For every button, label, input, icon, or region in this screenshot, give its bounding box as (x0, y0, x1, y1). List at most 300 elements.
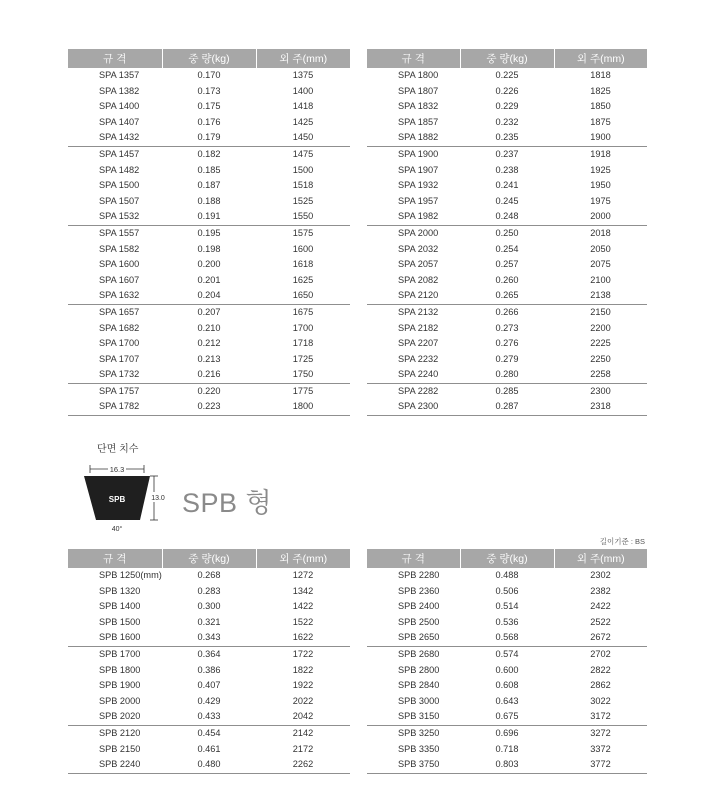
header-weight: 중 량(kg) (460, 49, 554, 68)
header-circumference: 외 주(mm) (256, 49, 350, 68)
cell-circumference: 1272 (292, 570, 314, 580)
cell-circumference: 2862 (590, 680, 611, 691)
cell-spec: SPA 1382 (99, 85, 140, 96)
table-row (367, 68, 647, 84)
table-row (367, 146, 647, 162)
table-row (68, 194, 350, 210)
cell-weight: 0.283 (197, 585, 221, 596)
cell-weight: 0.254 (495, 243, 519, 254)
table-row (68, 257, 350, 273)
spb-table-right (367, 549, 647, 774)
cell-weight: 0.643 (495, 695, 519, 706)
cell-weight: 0.266 (460, 304, 554, 320)
header-row (68, 549, 350, 568)
cell-weight: 0.608 (495, 680, 519, 691)
cell-spec: SPA 1532 (99, 211, 140, 222)
table-row (367, 725, 647, 741)
header-spec: 규 격 (367, 49, 460, 68)
cell-weight: 0.170 (197, 70, 221, 80)
cell-circumference: 2258 (590, 369, 611, 380)
cell-spec: SPB 2400 (398, 601, 440, 612)
cell-spec: SPB 1900 (99, 680, 141, 691)
cell-circumference: 1722 (256, 646, 350, 662)
cell-weight: 0.279 (495, 353, 519, 364)
table-row (68, 288, 350, 304)
cell-weight: 0.245 (495, 195, 519, 206)
cell-circumference: 3022 (590, 695, 611, 706)
table-row (367, 194, 647, 210)
cell-weight: 0.696 (460, 725, 554, 741)
cell-weight: 0.223 (162, 399, 256, 415)
spa-table-right (367, 49, 647, 416)
cell-weight: 0.229 (495, 101, 519, 112)
cell-circumference: 1550 (292, 211, 314, 222)
cell-spec: SPA 1507 (99, 195, 140, 206)
cell-spec: SPA 2182 (398, 322, 439, 333)
cell-spec: SPA 1900 (367, 146, 460, 162)
cell-circumference: 1618 (292, 259, 314, 270)
table-row (367, 663, 647, 679)
table-row (68, 304, 350, 320)
cell-circumference: 1342 (292, 585, 314, 596)
cell-weight: 0.200 (197, 259, 221, 270)
cell-spec: SPA 2000 (367, 225, 460, 241)
table-row (68, 742, 350, 758)
table-row (68, 725, 350, 741)
cell-spec: SPA 1500 (99, 180, 140, 191)
cell-circumference: 1775 (256, 383, 350, 399)
cell-weight: 0.250 (460, 225, 554, 241)
cell-spec: SPA 1832 (398, 101, 439, 112)
cell-spec: SPB 3150 (398, 711, 440, 722)
cell-spec: SPB 2680 (367, 646, 460, 662)
header-circumference: 외 주(mm) (554, 49, 647, 68)
header-spec: 규 격 (367, 549, 460, 568)
cell-circumference: 1425 (292, 116, 314, 127)
table-row (68, 321, 350, 337)
cell-weight: 0.212 (197, 338, 221, 349)
cell-weight: 0.176 (197, 116, 221, 127)
cell-weight: 0.364 (162, 646, 256, 662)
cell-weight: 0.600 (495, 664, 519, 675)
cell-spec: SPB 2360 (398, 585, 440, 596)
cell-circumference: 1918 (554, 146, 647, 162)
table-row (68, 84, 350, 100)
section-dimension-label: 단면 치수 (97, 444, 139, 455)
cell-spec: SPA 1982 (398, 211, 439, 222)
cell-spec: SPA 1482 (99, 164, 140, 175)
header-circumference: 외 주(mm) (256, 549, 350, 568)
cell-spec: SPA 1882 (398, 132, 439, 143)
cell-circumference: 2022 (292, 695, 314, 706)
cell-spec: SPB 2240 (68, 757, 162, 773)
cell-weight: 0.454 (162, 725, 256, 741)
cell-circumference: 2018 (554, 225, 647, 241)
cell-weight: 0.285 (460, 383, 554, 399)
cell-spec: SPB 1700 (68, 646, 162, 662)
cell-weight: 0.220 (162, 383, 256, 399)
cell-weight: 0.235 (495, 132, 519, 143)
cell-circumference: 1950 (590, 180, 611, 191)
cell-spec: SPB 2150 (99, 743, 141, 754)
cell-circumference: 1922 (292, 680, 314, 691)
table-row (367, 242, 647, 258)
table-row (367, 225, 647, 241)
cell-circumference: 1518 (292, 180, 314, 191)
cell-circumference: 1600 (292, 243, 314, 254)
table-row (367, 678, 647, 694)
cell-weight: 0.718 (495, 743, 519, 754)
cell-weight: 0.226 (495, 85, 519, 96)
cell-spec: SPA 1907 (398, 164, 439, 175)
spb-table-left (68, 549, 350, 774)
cell-circumference: 1622 (292, 632, 314, 643)
cell-spec: SPA 1707 (99, 353, 140, 364)
cell-circumference: 1900 (590, 132, 611, 143)
cell-spec: SPA 2300 (367, 399, 460, 415)
cell-weight: 0.321 (197, 616, 221, 627)
cell-weight: 0.260 (495, 274, 519, 285)
cell-circumference: 2318 (554, 399, 647, 415)
table-row (68, 99, 350, 115)
cell-spec: SPB 1250(mm) (99, 570, 162, 580)
cell-weight: 0.488 (495, 570, 519, 580)
cell-weight: 0.204 (197, 290, 221, 301)
table-row (367, 367, 647, 383)
cell-spec: SPB 2500 (398, 616, 440, 627)
cell-weight: 0.407 (197, 680, 221, 691)
table-row (68, 242, 350, 258)
cell-spec: SPA 1782 (68, 399, 162, 415)
cell-circumference: 1500 (292, 164, 314, 175)
cell-spec: SPB 2120 (68, 725, 162, 741)
cell-spec: SPB 1320 (99, 585, 141, 596)
cell-spec: SPA 2082 (398, 274, 439, 285)
cell-circumference: 2050 (590, 243, 611, 254)
cell-spec: SPB 1600 (99, 632, 141, 643)
cell-weight: 0.268 (197, 570, 221, 580)
cell-circumference: 2172 (292, 743, 314, 754)
table-row (367, 584, 647, 600)
cell-circumference: 2672 (590, 632, 611, 643)
header-circumference: 외 주(mm) (554, 549, 647, 568)
cell-spec: SPA 1757 (68, 383, 162, 399)
header-row (367, 49, 647, 68)
cell-weight: 0.574 (460, 646, 554, 662)
cell-circumference: 1875 (590, 116, 611, 127)
cell-circumference: 1450 (292, 132, 314, 143)
cell-weight: 0.568 (495, 632, 519, 643)
table-row (367, 352, 647, 368)
table-row (68, 615, 350, 631)
cell-weight: 0.257 (495, 259, 519, 270)
cell-circumference: 2262 (256, 757, 350, 773)
table-row (367, 99, 647, 115)
cell-spec: SPA 1957 (398, 195, 439, 206)
spb-profile-diagram (80, 458, 165, 536)
cell-circumference: 3272 (554, 725, 647, 741)
cell-circumference: 1625 (292, 274, 314, 285)
table-row (367, 336, 647, 352)
cell-weight: 0.300 (197, 601, 221, 612)
cell-circumference: 1525 (292, 195, 314, 206)
cell-circumference: 1818 (590, 70, 611, 80)
type-title: SPB 형 (182, 488, 273, 518)
cell-circumference: 2522 (590, 616, 611, 627)
cell-spec: SPB 2800 (398, 664, 440, 675)
cell-circumference: 2000 (590, 211, 611, 222)
cell-spec: SPB 2280 (398, 570, 440, 580)
cell-spec: SPA 1700 (99, 338, 140, 349)
cell-circumference: 2042 (292, 711, 314, 722)
cell-weight: 0.175 (197, 101, 221, 112)
cell-weight: 0.182 (162, 146, 256, 162)
table-row (367, 304, 647, 320)
table-row (68, 383, 350, 399)
cell-weight: 0.280 (495, 369, 519, 380)
table-row (68, 709, 350, 725)
cell-circumference: 2300 (554, 383, 647, 399)
cell-weight: 0.433 (197, 711, 221, 722)
cell-circumference: 2150 (554, 304, 647, 320)
table-row (68, 115, 350, 131)
cell-spec: SPB 2020 (99, 711, 141, 722)
cell-circumference: 1700 (292, 322, 314, 333)
cell-circumference: 1800 (256, 399, 350, 415)
table-row (68, 209, 350, 225)
angle-label: 40° (111, 526, 123, 533)
cell-weight: 0.187 (197, 180, 221, 191)
table-row (367, 383, 647, 399)
cell-spec: SPA 2282 (367, 383, 460, 399)
table-row (68, 68, 350, 84)
table-row (367, 694, 647, 710)
cell-spec: SPA 2132 (367, 304, 460, 320)
cell-circumference: 1822 (292, 664, 314, 675)
cell-weight: 0.173 (197, 85, 221, 96)
cell-circumference: 1725 (292, 353, 314, 364)
table-row (367, 115, 647, 131)
cell-circumference: 3172 (590, 711, 611, 722)
spa-table-left (68, 49, 350, 416)
cell-weight: 0.198 (197, 243, 221, 254)
profile-name: SPB (108, 495, 126, 504)
table-row (367, 273, 647, 289)
table-row (68, 399, 350, 415)
cell-circumference: 2702 (554, 646, 647, 662)
cell-spec: SPA 1407 (99, 116, 140, 127)
cell-spec: SPA 1682 (99, 322, 140, 333)
cell-weight: 0.238 (495, 164, 519, 175)
cell-spec: SPA 1600 (99, 259, 140, 270)
cell-weight: 0.188 (197, 195, 221, 206)
cell-circumference: 1850 (590, 101, 611, 112)
cell-circumference: 2250 (590, 353, 611, 364)
cell-spec: SPA 2232 (398, 353, 439, 364)
cell-weight: 0.225 (495, 70, 519, 80)
cell-weight: 0.241 (495, 180, 519, 191)
table-row (367, 321, 647, 337)
table-row (68, 630, 350, 646)
cell-circumference: 2075 (590, 259, 611, 270)
table-row (68, 694, 350, 710)
cell-spec: SPA 1357 (99, 70, 140, 80)
cell-weight: 0.514 (495, 601, 519, 612)
cell-weight: 0.201 (197, 274, 221, 285)
cell-circumference: 1718 (292, 338, 314, 349)
table-row (367, 163, 647, 179)
cell-spec: SPA 1400 (99, 101, 140, 112)
cell-weight: 0.343 (197, 632, 221, 643)
cell-spec: SPB 1500 (99, 616, 141, 627)
table-row (68, 663, 350, 679)
header-spec: 규 격 (68, 49, 162, 68)
cell-spec: SPA 2240 (398, 369, 439, 380)
cell-circumference: 1825 (590, 85, 611, 96)
cell-weight: 0.386 (197, 664, 221, 675)
cell-spec: SPA 1557 (68, 225, 162, 241)
table-row (367, 130, 647, 146)
cell-weight: 0.273 (495, 322, 519, 333)
table-row (68, 225, 350, 241)
cell-spec: SPA 1807 (398, 85, 439, 96)
cell-spec: SPA 2057 (398, 259, 439, 270)
cell-circumference: 1575 (256, 225, 350, 241)
cell-circumference: 2200 (590, 322, 611, 333)
cell-weight: 0.237 (460, 146, 554, 162)
cell-circumference: 1375 (292, 70, 314, 80)
cell-circumference: 2100 (590, 274, 611, 285)
table-row (68, 584, 350, 600)
cell-weight: 0.265 (495, 290, 519, 301)
cell-weight: 0.216 (197, 369, 221, 380)
cell-weight: 0.179 (197, 132, 221, 143)
cell-spec: SPA 1732 (99, 369, 140, 380)
table-row (68, 130, 350, 146)
cell-spec: SPB 3000 (398, 695, 440, 706)
cell-weight: 0.675 (495, 711, 519, 722)
cell-circumference: 1675 (256, 304, 350, 320)
table-row (367, 399, 647, 415)
cell-weight: 0.803 (460, 757, 554, 773)
table-row (68, 178, 350, 194)
table-row (68, 146, 350, 162)
cell-spec: SPA 2032 (398, 243, 439, 254)
cell-spec: SPB 3250 (367, 725, 460, 741)
cell-circumference: 2422 (590, 601, 611, 612)
table-row (367, 646, 647, 662)
table-row (68, 646, 350, 662)
table-row (367, 257, 647, 273)
table-row (367, 630, 647, 646)
table-row (367, 615, 647, 631)
cell-weight: 0.429 (197, 695, 221, 706)
cell-weight: 0.213 (197, 353, 221, 364)
cell-circumference: 1925 (590, 164, 611, 175)
cell-spec: SPA 2207 (398, 338, 439, 349)
table-row (367, 84, 647, 100)
cell-spec: SPA 1857 (398, 116, 439, 127)
table-row (367, 568, 647, 584)
cell-circumference: 1650 (292, 290, 314, 301)
header-weight: 중 량(kg) (162, 549, 256, 568)
cell-spec: SPA 2120 (398, 290, 439, 301)
cell-spec: SPA 1932 (398, 180, 439, 191)
cell-circumference: 2138 (590, 290, 611, 301)
cell-weight: 0.461 (197, 743, 221, 754)
header-spec: 규 격 (68, 549, 162, 568)
cell-circumference: 1418 (292, 101, 314, 112)
cell-weight: 0.232 (495, 116, 519, 127)
table-row (367, 757, 647, 773)
cell-circumference: 1750 (292, 369, 314, 380)
table-row (367, 209, 647, 225)
cell-circumference: 2382 (590, 585, 611, 596)
cell-spec: SPB 1800 (99, 664, 141, 675)
cell-circumference: 1975 (590, 195, 611, 206)
table-row (68, 367, 350, 383)
cell-weight: 0.207 (162, 304, 256, 320)
cell-spec: SPA 1582 (99, 243, 140, 254)
cell-weight: 0.210 (197, 322, 221, 333)
table-row (68, 352, 350, 368)
cell-spec: SPA 1800 (398, 70, 439, 80)
height-label: 13.0 (151, 495, 165, 502)
cell-circumference: 3372 (590, 743, 611, 754)
cell-spec: SPB 2000 (99, 695, 141, 706)
table-row (68, 599, 350, 615)
cell-weight: 0.248 (495, 211, 519, 222)
cell-circumference: 2822 (590, 664, 611, 675)
table-row (68, 757, 350, 773)
cell-spec: SPA 1607 (99, 274, 140, 285)
cell-spec: SPB 3750 (367, 757, 460, 773)
header-row (68, 49, 350, 68)
cell-circumference: 2225 (590, 338, 611, 349)
cell-circumference: 1400 (292, 85, 314, 96)
table-row (367, 599, 647, 615)
cell-weight: 0.480 (162, 757, 256, 773)
header-weight: 중 량(kg) (460, 549, 554, 568)
cell-circumference: 2302 (590, 570, 611, 580)
cell-spec: SPA 1432 (99, 132, 140, 143)
cell-spec: SPA 1657 (68, 304, 162, 320)
length-standard-note: 길이기준 : BS (599, 537, 645, 546)
header-weight: 중 량(kg) (162, 49, 256, 68)
cell-spec: SPB 2650 (398, 632, 440, 643)
cell-weight: 0.536 (495, 616, 519, 627)
table-row (68, 336, 350, 352)
table-row (367, 288, 647, 304)
cell-spec: SPA 1457 (68, 146, 162, 162)
table-row (68, 273, 350, 289)
cell-weight: 0.506 (495, 585, 519, 596)
cell-weight: 0.191 (197, 211, 221, 222)
table-row (68, 678, 350, 694)
cell-circumference: 1475 (256, 146, 350, 162)
table-row (367, 709, 647, 725)
top-width-label: 16.3 (109, 465, 125, 474)
table-row (367, 178, 647, 194)
cell-circumference: 1522 (292, 616, 314, 627)
table-row (68, 163, 350, 179)
cell-circumference: 2142 (256, 725, 350, 741)
cell-spec: SPA 1632 (99, 290, 140, 301)
cell-circumference: 3772 (554, 757, 647, 773)
cell-weight: 0.287 (460, 399, 554, 415)
cell-spec: SPB 1400 (99, 601, 141, 612)
cell-weight: 0.195 (162, 225, 256, 241)
